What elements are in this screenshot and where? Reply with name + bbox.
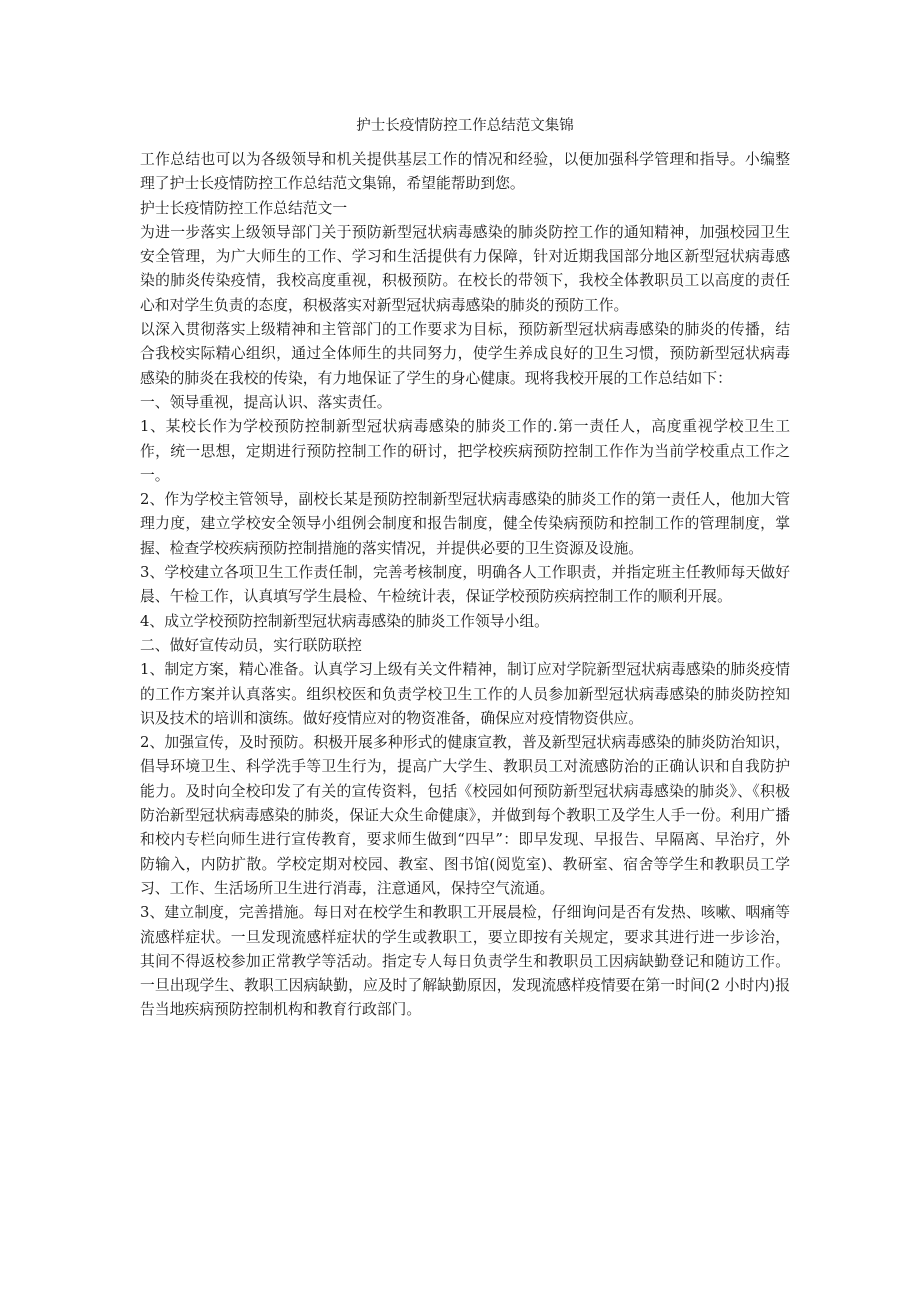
document-page (140, 112, 790, 1023)
section-title-sample-one: 护士长疫情防控工作总结范文一 (140, 199, 348, 217)
list-item-1-2: 2、作为学校主管领导，副校长某是预防控制新型冠状病毒感染的肺炎工作的第一责任人，他加大管理力度，建立学校安全领导小组例会制度和报告制度，健全传染病预防和控制工作的管理制度，掌握、检查学校疾病预防控制措施的落实情况，并提供必要的卫生资源及设施。 (140, 491, 790, 557)
section-heading-2: 二、做好宣传动员，实行联防联控 (140, 636, 362, 654)
list-item-1-1: 1、某校长作为学校预防控制新型冠状病毒感染的肺炎工作的.第一责任人，高度重视学校卫生工作，统一思想，定期进行预防控制工作的研讨，把学校疾病预防控制工作作为当前学校重点工作之一。 (140, 418, 790, 484)
list-item-2-1: 1、制定方案，精心准备。认真学习上级有关文件精神，制订应对学院新型冠状病毒感染的肺炎疫情的工作方案并认真落实。组织校医和负责学校卫生工作的人员参加新型冠状病毒感染的肺炎防控知识及技术的培训和演练。做好疫情应对的物资准备，确保应对疫情物资供应。 (140, 661, 790, 727)
body-paragraph: 以深入贯彻落实上级精神和主管部门的工作要求为目标，预防新型冠状病毒感染的肺炎的传播，结合我校实际精心组织，通过全体师生的共同努力，使学生养成良好的卫生习惯，预防新型冠状病毒感染的肺炎在我校的传染，有力地保证了学生的身心健康。现将我校开展的工作总结如下： (140, 321, 790, 387)
intro-paragraph: 工作总结也可以为各级领导和机关提供基层工作的情况和经验，以便加强科学管理和指导。小编整理了护士长疫情防控工作总结范文集锦，希望能帮助到您。 (140, 151, 790, 193)
document-title: 护士长疫情防控工作总结范文集锦 (356, 118, 574, 134)
list-item-2-3: 3、建立制度，完善措施。每日对在校学生和教职工开展晨检，仔细询问是否有发热、咳嗽、咽痛等流感样症状。一旦发现流感样症状的学生或教职工，要立即按有关规定，要求其进行进一步诊治，其间不得返校参加正常教学等活动。指定专人每日负责学生和教职员工因病缺勤登记和随访工作。一旦出现学生、教职工因病缺勤，应及时了解缺勤原因，发现流感样疫情要在第一时间(2 小时内)报告当地疾病预防控制机构和教育行政部门。 (140, 904, 790, 1019)
list-item-2-2: 2、加强宣传，及时预防。积极开展多种形式的健康宣教，普及新型冠状病毒感染的肺炎防治知识，倡导环境卫生、科学洗手等卫生行为，提高广大学生、教职员工对流感防治的正确认识和自我防护能力。及时向全校印发了有关的宣传资料，包括《校园如何预防新型冠状病毒感染的肺炎》、《积极防治新型冠状病毒感染的肺炎，保证大众生命健康》，并做到每个教职工及学生人手一份。利用广播和校内专栏向师生进行宣传教育，要求师生做到“四早”：即早发现、早报告、早隔离、早治疗，外防输入，内防扩散。学校定期对校园、教室、图书馆(阅览室)、教研室、宿舍等学生和教职员工学习、工作、生活场所卫生进行消毒，注意通风，保持空气流通。 (140, 734, 790, 897)
body-paragraph: 为进一步落实上级领导部门关于预防新型冠状病毒感染的肺炎防控工作的通知精神，加强校园卫生安全管理，为广大师生的工作、学习和生活提供有力保障，针对近期我国部分地区新型冠状病毒感染的肺炎传染疫情，我校高度重视，积极预防。在校长的带领下，我校全体教职员工以高度的责任心和对学生负责的态度，积极落实对新型冠状病毒感染的肺炎的预防工作。 (140, 223, 790, 314)
list-item-1-4: 4、成立学校预防控制新型冠状病毒感染的肺炎工作领导小组。 (140, 612, 549, 630)
list-item-1-3: 3、学校建立各项卫生工作责任制，完善考核制度，明确各人工作职责，并指定班主任教师每天做好晨、午检工作，认真填写学生晨检、午检统计表，保证学校预防疾病控制工作的顺利开展。 (140, 564, 790, 606)
section-heading-1: 一、领导重视，提高认识、落实责任。 (140, 393, 392, 411)
